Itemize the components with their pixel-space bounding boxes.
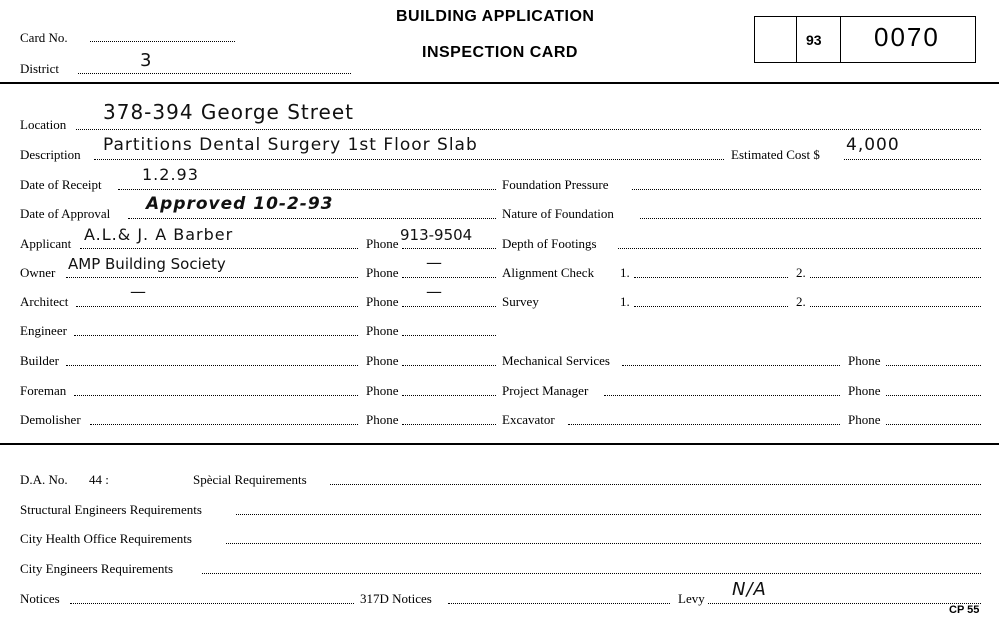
date-receipt-field[interactable] [118, 189, 496, 190]
district-field[interactable] [78, 73, 351, 74]
owner-phone-value: — [426, 253, 443, 272]
depth-footings-label: Depth of Footings [502, 236, 597, 251]
notices-317d-label: 317D Notices [360, 591, 432, 606]
architect-phone-field[interactable] [402, 306, 496, 307]
card-no-field[interactable] [90, 41, 235, 42]
card-no-label: Card No. [20, 30, 68, 45]
date-approval-label: Date of Approval [20, 206, 111, 221]
mechanical-phone-label: Phone [848, 353, 881, 368]
owner-phone-field[interactable] [402, 277, 496, 278]
estimated-cost-value: 4,000 [846, 135, 900, 155]
project-manager-phone-field[interactable] [886, 395, 981, 396]
estimated-cost-label: Estimated Cost $ [731, 147, 820, 162]
form-code: CP 55 [949, 604, 980, 616]
architect-label: Architect [20, 294, 69, 309]
foundation-pressure-label: Foundation Pressure [502, 177, 609, 192]
demolisher-phone-field[interactable] [402, 424, 496, 425]
mechanical-label: Mechanical Services [502, 353, 610, 368]
health-requirements-field[interactable] [226, 543, 981, 544]
excavator-phone-field[interactable] [886, 424, 981, 425]
architect-field[interactable] [76, 306, 358, 307]
mechanical-field[interactable] [622, 365, 840, 366]
owner-value: AMP Building Society [68, 255, 226, 273]
owner-phone-label: Phone [366, 265, 399, 280]
project-manager-field[interactable] [604, 395, 840, 396]
applicant-field[interactable] [80, 248, 358, 249]
demolisher-label: Demolisher [20, 412, 81, 427]
card-title-line2: INSPECTION CARD [422, 44, 578, 61]
levy-value: N/A [732, 579, 767, 600]
engineer-phone-field[interactable] [402, 335, 496, 336]
location-field[interactable] [76, 129, 981, 130]
alignment-1-label: 1. [620, 265, 630, 280]
alignment-1-field[interactable] [634, 277, 788, 278]
alignment-2-label: 2. [796, 265, 806, 280]
applicant-value: A.L.& J. A Barber [84, 225, 234, 244]
district-label: District [20, 61, 59, 76]
builder-label: Builder [20, 353, 59, 368]
levy-field[interactable] [708, 603, 981, 604]
foreman-field[interactable] [74, 395, 358, 396]
demolisher-phone-label: Phone [366, 412, 399, 427]
excavator-phone-label: Phone [848, 412, 881, 427]
levy-label: Levy [678, 591, 705, 606]
survey-2-label: 2. [796, 294, 806, 309]
notices-field[interactable] [70, 603, 354, 604]
foreman-phone-field[interactable] [402, 395, 496, 396]
excavator-field[interactable] [568, 424, 840, 425]
location-label: Location [20, 117, 67, 132]
survey-label: Survey [502, 294, 539, 309]
mechanical-phone-field[interactable] [886, 365, 981, 366]
card-year: 93 [806, 32, 822, 48]
engineer-phone-label: Phone [366, 323, 399, 338]
depth-footings-field[interactable] [618, 248, 981, 249]
survey-1-label: 1. [620, 294, 630, 309]
builder-phone-label: Phone [366, 353, 399, 368]
description-label: Description [20, 147, 81, 162]
architect-phone-label: Phone [366, 294, 399, 309]
project-manager-phone-label: Phone [848, 383, 881, 398]
structural-requirements-field[interactable] [236, 514, 981, 515]
applicant-phone-field[interactable] [402, 248, 496, 249]
special-requirements-field[interactable] [330, 484, 981, 485]
engineer-field[interactable] [74, 335, 358, 336]
project-manager-label: Project Manager [502, 383, 589, 398]
date-receipt-value: 1.2.93 [142, 165, 199, 184]
notices-317d-field[interactable] [448, 603, 670, 604]
demolisher-field[interactable] [90, 424, 358, 425]
applicant-label: Applicant [20, 236, 72, 251]
owner-field[interactable] [66, 277, 358, 278]
da-label: D.A. No. [20, 472, 68, 487]
da-value: 44 : [89, 472, 109, 487]
box-divider [840, 17, 841, 62]
health-requirements-label: City Health Office Requirements [20, 531, 192, 546]
builder-field[interactable] [66, 365, 358, 366]
card-number: 0070 [874, 22, 940, 52]
date-receipt-label: Date of Receipt [20, 177, 102, 192]
city-engineers-field[interactable] [202, 573, 981, 574]
survey-2-field[interactable] [810, 306, 981, 307]
nature-foundation-label: Nature of Foundation [502, 206, 614, 221]
excavator-label: Excavator [502, 412, 555, 427]
special-requirements-label: Spècial Requirements [193, 472, 307, 487]
builder-phone-field[interactable] [402, 365, 496, 366]
foundation-pressure-field[interactable] [632, 189, 981, 190]
engineer-label: Engineer [20, 323, 67, 338]
middle-rule [0, 443, 999, 445]
city-engineers-label: City Engineers Requirements [20, 561, 174, 576]
foreman-label: Foreman [20, 383, 67, 398]
applicant-phone-label: Phone [366, 236, 399, 251]
header-rule [0, 82, 999, 84]
architect-phone-value: — [426, 282, 443, 301]
foreman-phone-label: Phone [366, 383, 399, 398]
card-number-box [754, 16, 976, 63]
date-approval-value: Approved 10-2-93 [146, 194, 334, 214]
district-value: 3 [140, 50, 153, 71]
notices-label: Notices [20, 591, 60, 606]
alignment-check-label: Alignment Check [502, 265, 595, 280]
alignment-2-field[interactable] [810, 277, 981, 278]
architect-value: — [130, 282, 147, 301]
location-value: 378-394 George Street [103, 100, 354, 124]
structural-requirements-label: Structural Engineers Requirements [20, 502, 202, 517]
nature-foundation-field[interactable] [640, 218, 981, 219]
description-value: Partitions Dental Surgery 1st Floor Slab [103, 135, 478, 155]
date-approval-field[interactable] [128, 218, 496, 219]
applicant-phone-value: 913-9504 [400, 226, 473, 244]
box-divider [796, 17, 797, 62]
card-title-line1: BUILDING APPLICATION [396, 8, 595, 25]
description-field[interactable] [94, 159, 724, 160]
owner-label: Owner [20, 265, 56, 280]
survey-1-field[interactable] [634, 306, 788, 307]
estimated-cost-field[interactable] [844, 159, 981, 160]
